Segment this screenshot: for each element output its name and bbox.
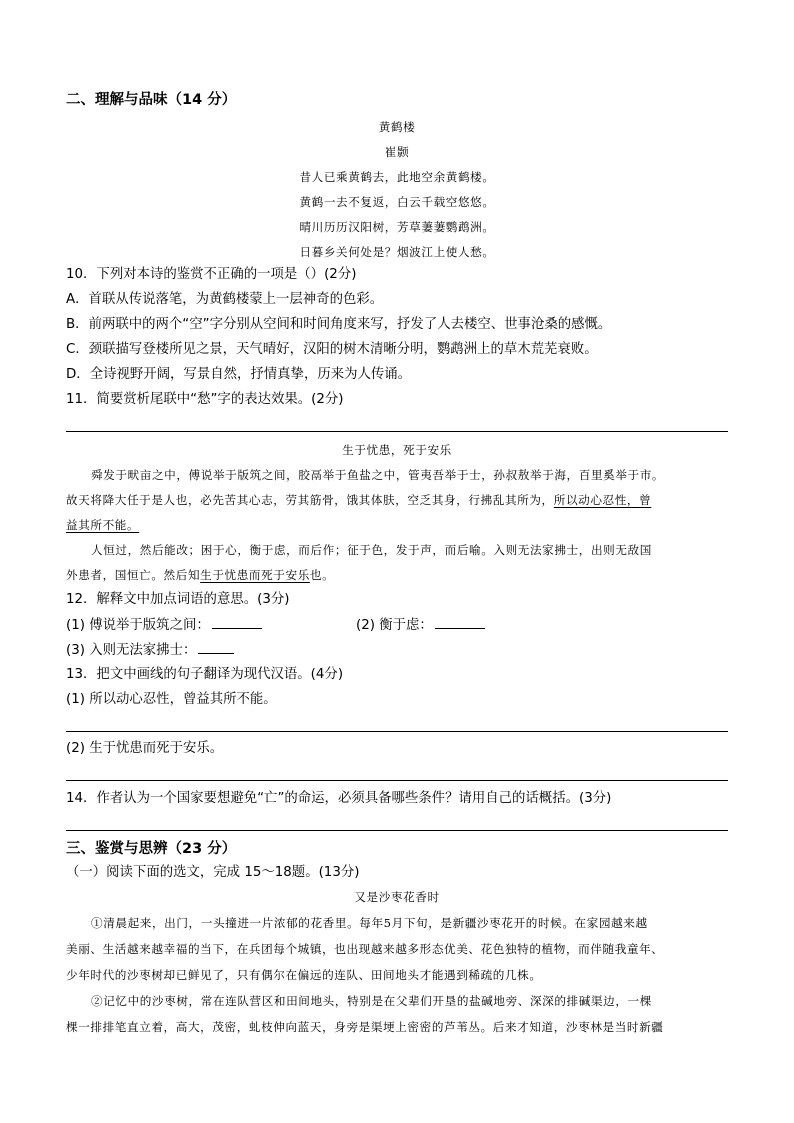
passage-p2-line1: 人恒过，然后能改；困于心，衡于虑，而后作；征于色，发于声，而后喻。入则无法家拂士，出则无敌国 (91, 543, 652, 557)
poem-line: 昔人已乘黄鹤去，此地空余黄鹤楼。 (299, 170, 495, 184)
underlined-sentence-2: 生于忧患而死于安乐 (200, 568, 310, 582)
passage-p2-line2 (66, 566, 334, 584)
passage-text: 也。 (309, 568, 335, 582)
underlined-sentence-1: 所以动心忍性，曾 (553, 493, 652, 507)
item-label: (1) 傅说举于版筑之间： (66, 618, 210, 633)
question-11: 11．简要赏析尾联中“愁”字的表达效果。(2分) (66, 392, 344, 407)
essay-p1-line: 美丽、生活越来越幸福的当下，在兵团每个城镇，也出现越来越多形态优美、花色独特的植物，而伴随我童年、 (66, 942, 664, 956)
question-12-item-3 (66, 641, 234, 660)
section-2-heading: 二、理解与品味（14 分） (66, 92, 237, 108)
question-12-item-1 (66, 616, 262, 635)
question-14: 14．作者认为一个国家要想避免“亡”的命运，必须具备哪些条件？请用自己的话概括。(3分) (66, 791, 612, 806)
question-10-option-b: B．前两联中的两个“空”字分别从空间和时间角度来写，抒发了人去楼空、世事沧桑的感慨。 (66, 317, 612, 332)
passage-p1-line2 (66, 491, 651, 509)
question-13: 13．把文中画线的句子翻译为现代汉语。(4分) (66, 667, 344, 682)
poem-title: 黄鹤楼 (378, 120, 416, 134)
item-label: (3) 入则无法家拂士： (66, 643, 197, 658)
essay-p2-line: 棵一排排笔直立着，高大，茂密，虬枝伸向蓝天，身旁是渠埂上密密的芦苇丛。后来才知道，沙枣林是当时新疆 (66, 1020, 664, 1034)
answer-line (66, 731, 728, 732)
question-13-item-1: (1) 所以动心忍性，曾益其所不能。 (66, 692, 277, 707)
poem-line: 日暮乡关何处是？烟波江上使人愁。 (299, 245, 495, 259)
essay-p1-line: 少年时代的沙枣树却已鲜见了，只有偶尔在偏远的连队、田间地头才能遇到稀疏的几株。 (66, 968, 542, 982)
question-10-option-d: D．全诗视野开阔，写景自然，抒情真挚，历来为人传诵。 (66, 367, 412, 382)
part-1-instruction: （一）阅读下面的选文，完成 15～18题。(13分) (66, 865, 360, 880)
question-13-item-2: (2) 生于忧患而死于安乐。 (66, 741, 224, 756)
question-12: 12．解释文中加点词语的意思。(3分) (66, 592, 290, 607)
passage-title: 生于忧患，死于安乐 (342, 443, 452, 457)
essay-p2-line: ②记忆中的沙枣树，常在连队营区和田间地头，特别是在父辈们开垦的盐碱地旁、深深的排碱渠边，一棵 (91, 994, 652, 1008)
question-12-item-2 (356, 616, 485, 635)
answer-blank[interactable] (212, 616, 262, 629)
passage-p1-line3 (66, 516, 139, 534)
essay-title: 又是沙枣花香时 (354, 890, 440, 904)
question-10-option-a: A．首联从传说落笔，为黄鹤楼蒙上一层神奇的色彩。 (66, 292, 384, 307)
poem-line: 晴川历历汉阳树，芳草萋萋鹦鹉洲。 (299, 220, 495, 234)
essay-p1-line: ①清晨起来，出门，一头撞进一片浓郁的花香里。每年5月下旬，是新疆沙枣花开的时候。在家园越来越 (91, 916, 648, 930)
answer-line (66, 780, 728, 781)
passage-text: 外患者，国恒亡。然后知 (66, 568, 201, 582)
answer-blank[interactable] (435, 616, 485, 629)
poem-line: 黄鹤一去不复返，白云千载空悠悠。 (299, 195, 495, 209)
passage-p1-line1: 舜发于畎亩之中，傅说举于版筑之间，胶鬲举于鱼盐之中，管夷吾举于士，孙叔敖举于海，百里奚举于市。 (91, 468, 665, 482)
question-10-option-c: C．颈联描写登楼所见之景，天气晴好，汉阳的树木清晰分明，鹦鹉洲上的草木荒芜衰败。 (66, 342, 598, 357)
answer-line (66, 830, 728, 831)
answer-line (66, 431, 728, 432)
section-3-heading: 三、鉴赏与思辨（23 分） (66, 841, 237, 857)
passage-text: 故天将降大任于是人也，必先苦其心志，劳其筋骨，饿其体肤，空乏其身，行拂乱其所为， (66, 493, 554, 507)
poem-author: 崔颢 (384, 145, 410, 159)
question-10: 10．下列对本诗的鉴赏不正确的一项是（）(2分) (66, 267, 357, 282)
answer-blank[interactable] (198, 641, 234, 654)
item-label: (2) 衡于虑： (356, 618, 433, 633)
underlined-sentence-1-end: 益其所不能。 (66, 518, 140, 532)
